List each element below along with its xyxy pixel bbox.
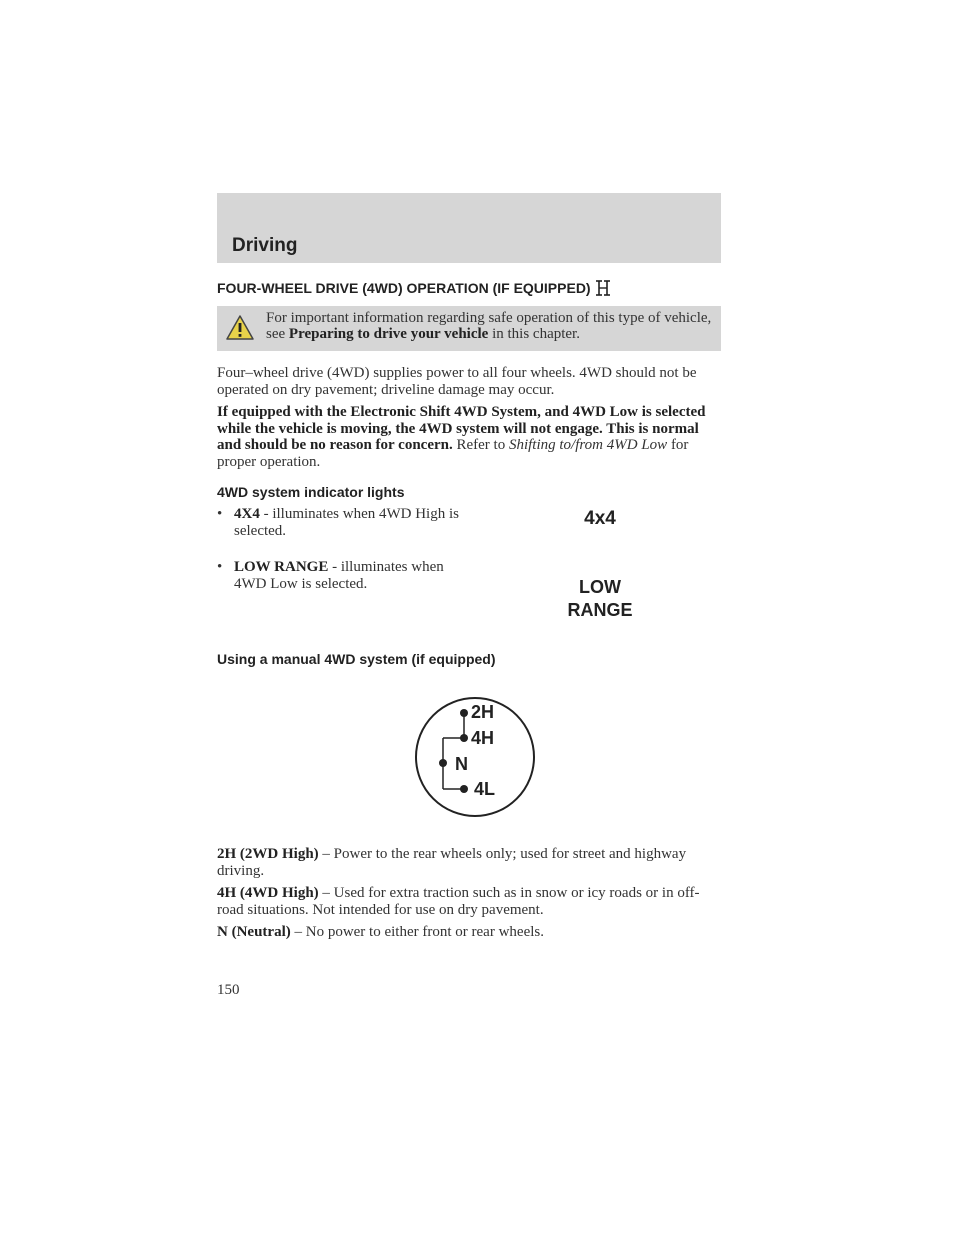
chapter-header — [217, 193, 721, 263]
manual-4wd-heading: Using a manual 4WD system (if equipped) — [217, 651, 496, 667]
chapter-title: Driving — [232, 235, 298, 256]
section-title — [217, 279, 611, 297]
warning-triangle-icon — [225, 314, 255, 341]
manual-4wd-shift-dial — [413, 696, 537, 818]
dial-position-4l: 4L — [474, 779, 496, 799]
section-title-text: FOUR-WHEEL DRIVE (4WD) OPERATION (IF EQUIPPED) — [217, 280, 591, 296]
dial-position-n: N — [455, 754, 468, 774]
low-range-indicator-symbol: LOW RANGE — [567, 577, 633, 620]
mode-neutral-description: N (Neutral) – No power to either front or rear wheels. — [217, 924, 544, 940]
warning-reference: Preparing to drive your vehicle — [288, 326, 489, 342]
4wd-drivetrain-icon — [595, 279, 611, 297]
dial-position-4h: 4H — [471, 728, 495, 748]
dial-position-2h: 2H — [471, 702, 495, 722]
electronic-shift-note: If equipped with the Electronic Shift 4WD System, and 4WD Low is selected while the vehicle is moving, the 4WD system will not engage. This is normal and should be no reason for concern. Refer to Shifting to/from 4WD Low for proper operation. — [217, 404, 706, 470]
page-number: 150 — [217, 982, 240, 998]
safety-warning-box — [217, 306, 721, 351]
warning-text: For important information regarding safe operation of this type of vehicle, see Preparing to drive your vehicle in this chapter. — [266, 310, 712, 342]
mode-4h-description: 4H (4WD High) – Used for extra traction such as in snow or icy roads or in off-road situations. Not intended for use on dry pavement. — [217, 885, 700, 918]
indicator-lights-heading: 4WD system indicator lights — [217, 484, 405, 500]
mode-2h-description: 2H (2WD High) – Power to the rear wheels only; used for street and highway driving. — [217, 846, 687, 879]
shifting-reference: Shifting to/from 4WD Low — [508, 437, 668, 453]
4x4-indicator-symbol: 4x4 — [584, 508, 616, 529]
intro-paragraph: Four–wheel drive (4WD) supplies power to all four wheels. 4WD should not be operated on dry pavement; driveline damage may occur. — [217, 365, 697, 398]
